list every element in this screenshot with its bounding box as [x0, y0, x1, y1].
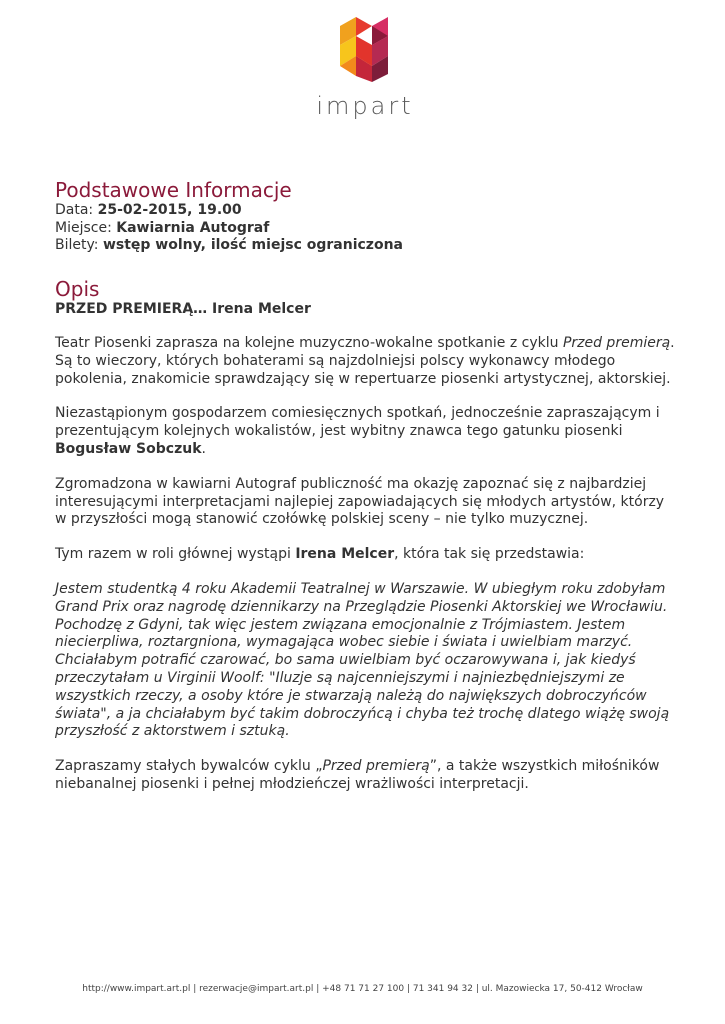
- event-subtitle-text: PRZED PREMIERĄ… Irena Melcer: [55, 300, 311, 317]
- footer-contact: http://www.impart.art.pl | rezerwacje@impart.art.pl | +48 71 71 27 100 | 71 341 94 32 | ul. Mazowiecka 17, 50-412 Wrocław: [82, 984, 643, 994]
- place-line: [55, 220, 675, 238]
- paragraph-quote: [55, 581, 675, 741]
- date-label: Data:: [55, 202, 94, 218]
- paragraph-text: Teatr Piosenki zaprasza na kolejne muzyczno-wokalne spotkanie z cyklu: [55, 335, 563, 351]
- tickets-label: Bilety:: [55, 237, 99, 253]
- paragraph-text: Tym razem w roli głównej wystąpi: [55, 546, 296, 563]
- description-heading: Opis: [55, 276, 100, 301]
- paragraph-lead: [55, 546, 675, 564]
- paragraph-text: ”, a także wszystkich miłośników niebanalnej piosenki i pełnej młodzieńczej wrażliwości interpretacji.: [55, 758, 660, 792]
- date-line: [55, 202, 675, 220]
- paragraph-text: . Są to wieczory, których bohaterami są najzdolniejsi polscy wykonawcy młodego pokolenia, znakomicie sprawdzający się w repertuarze piosenki artystycznej, aktorskiej.: [55, 335, 675, 387]
- paragraph-text: , która tak się przedstawia:: [394, 546, 585, 563]
- artist-name: Irena Melcer: [295, 546, 395, 563]
- series-name: Przed premierą: [562, 335, 671, 351]
- artist-quote: Jestem studentką 4 roku Akademii Teatralnej w Warszawie. W ubiegłym roku zdobyłam Grand Prix oraz nagrodę dziennikarzy na Przeglądzie Piosenki Aktorskiej we Wrocławiu. Pochodzę z Gdyni, tak więc jestem związana emocjonalnie z Trójmiastem. Jestem niecierpliwa, roztargniona, wymagająca wobec siebie i świata i uwielbiam marzyć. Chciałabym potrafić czarować, bo sama uwielbiam być oczarowywana i, jak kiedyś przeczytałam u Virginii Woolf: "Iluzje są najcenniejszymi i najniezbędniejszymi ze wszystkich rzeczy, a osoby które je stwarzają należą do największych dobroczyńców świata", a ja chciałabym być takim dobroczyńcą i chyba też trochę dlatego wiążę swoją przyszłość z aktorstwem i sztuką.: [55, 580, 670, 740]
- series-name: Przed premierą: [322, 758, 430, 775]
- content: [55, 178, 675, 794]
- paragraph-audience: Zgromadzona w kawiarni Autograf publiczność ma okazję zapoznać się z najbardziej interesującymi interpretacjami najlepiej zapowiadających się młodych artystów, którzy w przyszłości mogą stanowić czołówkę polskiej sceny – nie tylko muzycznej.: [55, 475, 665, 528]
- date-value: 25-02-2015, 19.00: [97, 202, 242, 218]
- paragraph-text: Zapraszamy stałych bywalców cyklu „: [55, 758, 323, 775]
- event-subtitle: [55, 301, 675, 319]
- paragraph-intro: [55, 335, 675, 388]
- tickets-line: [55, 237, 675, 255]
- logo-wordmark: impart: [316, 92, 414, 120]
- tickets-value: wstęp wolny, ilość miejsc ograniczona: [102, 237, 403, 253]
- paragraph-text: Niezastąpionym gospodarzem comiesięcznych spotkań, jednocześnie zapraszającym i prezentującym kolejnych wokalistów, jest wybitny znawca tego gatunku piosenki: [55, 405, 660, 440]
- paragraph-host: [55, 405, 675, 458]
- paragraph-text: .: [201, 440, 206, 457]
- place-label: Miejsce:: [55, 219, 112, 236]
- host-name: Bogusław Sobczuk: [55, 440, 202, 457]
- place-value: Kawiarnia Autograf: [116, 219, 270, 236]
- impart-logo: [310, 14, 420, 120]
- basic-info-heading: Podstawowe Informacje: [55, 178, 292, 202]
- paragraph-invite: [55, 758, 675, 794]
- impart-logo-icon: [332, 14, 398, 84]
